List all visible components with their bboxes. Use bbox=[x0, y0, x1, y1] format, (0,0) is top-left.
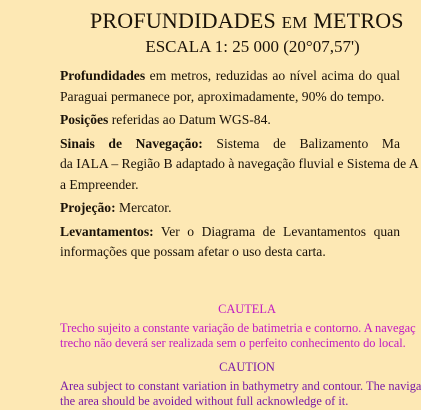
caution-section bbox=[60, 360, 421, 410]
note-line bbox=[60, 198, 400, 219]
scale-subtitle: ESCALA 1: 25 000 (20°07,57') bbox=[145, 37, 360, 56]
note-line bbox=[60, 222, 400, 243]
title-main: PROFUNDIDADES bbox=[90, 8, 276, 33]
note-label: Posições bbox=[60, 112, 109, 127]
note-label: Projeção: bbox=[60, 200, 116, 215]
caution-title: CAUTION bbox=[219, 360, 275, 374]
note-text: Mercator. bbox=[115, 200, 172, 215]
cautela-section bbox=[60, 302, 416, 352]
note-text: Sistema de Balizamento Ma bbox=[202, 135, 400, 151]
title-end: METROS bbox=[313, 8, 404, 33]
note-label: Levantamentos: bbox=[60, 223, 154, 239]
note-sinais bbox=[60, 134, 419, 196]
note-text: em metros, reduzidas ao nível acima do qual bbox=[145, 68, 400, 83]
note-line bbox=[60, 134, 400, 155]
note-line: da IALA – Região B adaptado à navegação fluvial e Sistema de A bbox=[60, 156, 419, 171]
note-levantamentos bbox=[60, 222, 400, 263]
cautela-line: trecho não deverá ser realizada sem o perfeito conhecimento do local. bbox=[60, 336, 406, 350]
note-line: informações que possam afetar o uso desta carta. bbox=[60, 244, 326, 259]
note-text: Ver o Diagrama de Levantamentos quan bbox=[153, 223, 400, 239]
cautela-line: Trecho sujeito a constante variação de batimetria e contorno. A navegaç bbox=[60, 320, 416, 335]
note-line bbox=[60, 66, 400, 87]
page-title bbox=[0, 8, 404, 34]
note-label: Profundidades bbox=[60, 68, 146, 83]
title-em: EM bbox=[281, 13, 308, 32]
note-profundidades bbox=[60, 66, 400, 107]
notes-section bbox=[60, 66, 419, 266]
note-label: Sinais de Navegação: bbox=[60, 135, 203, 151]
note-posicoes bbox=[60, 110, 400, 131]
note-line bbox=[60, 110, 400, 131]
cautela-title: CAUTELA bbox=[218, 302, 276, 316]
note-projecao bbox=[60, 198, 400, 219]
note-line: a Empreender. bbox=[60, 176, 139, 192]
note-text: referidas ao Datum WGS-84. bbox=[108, 112, 271, 127]
note-line: Paraguai permanece por, aproximadamente, 90% do tempo. bbox=[60, 88, 385, 104]
caution-line: the area should be avoided without full acknowledge of it. bbox=[60, 394, 349, 408]
caution-line: Area subject to constant variation in bathymetry and contour. The naviga bbox=[60, 378, 421, 393]
